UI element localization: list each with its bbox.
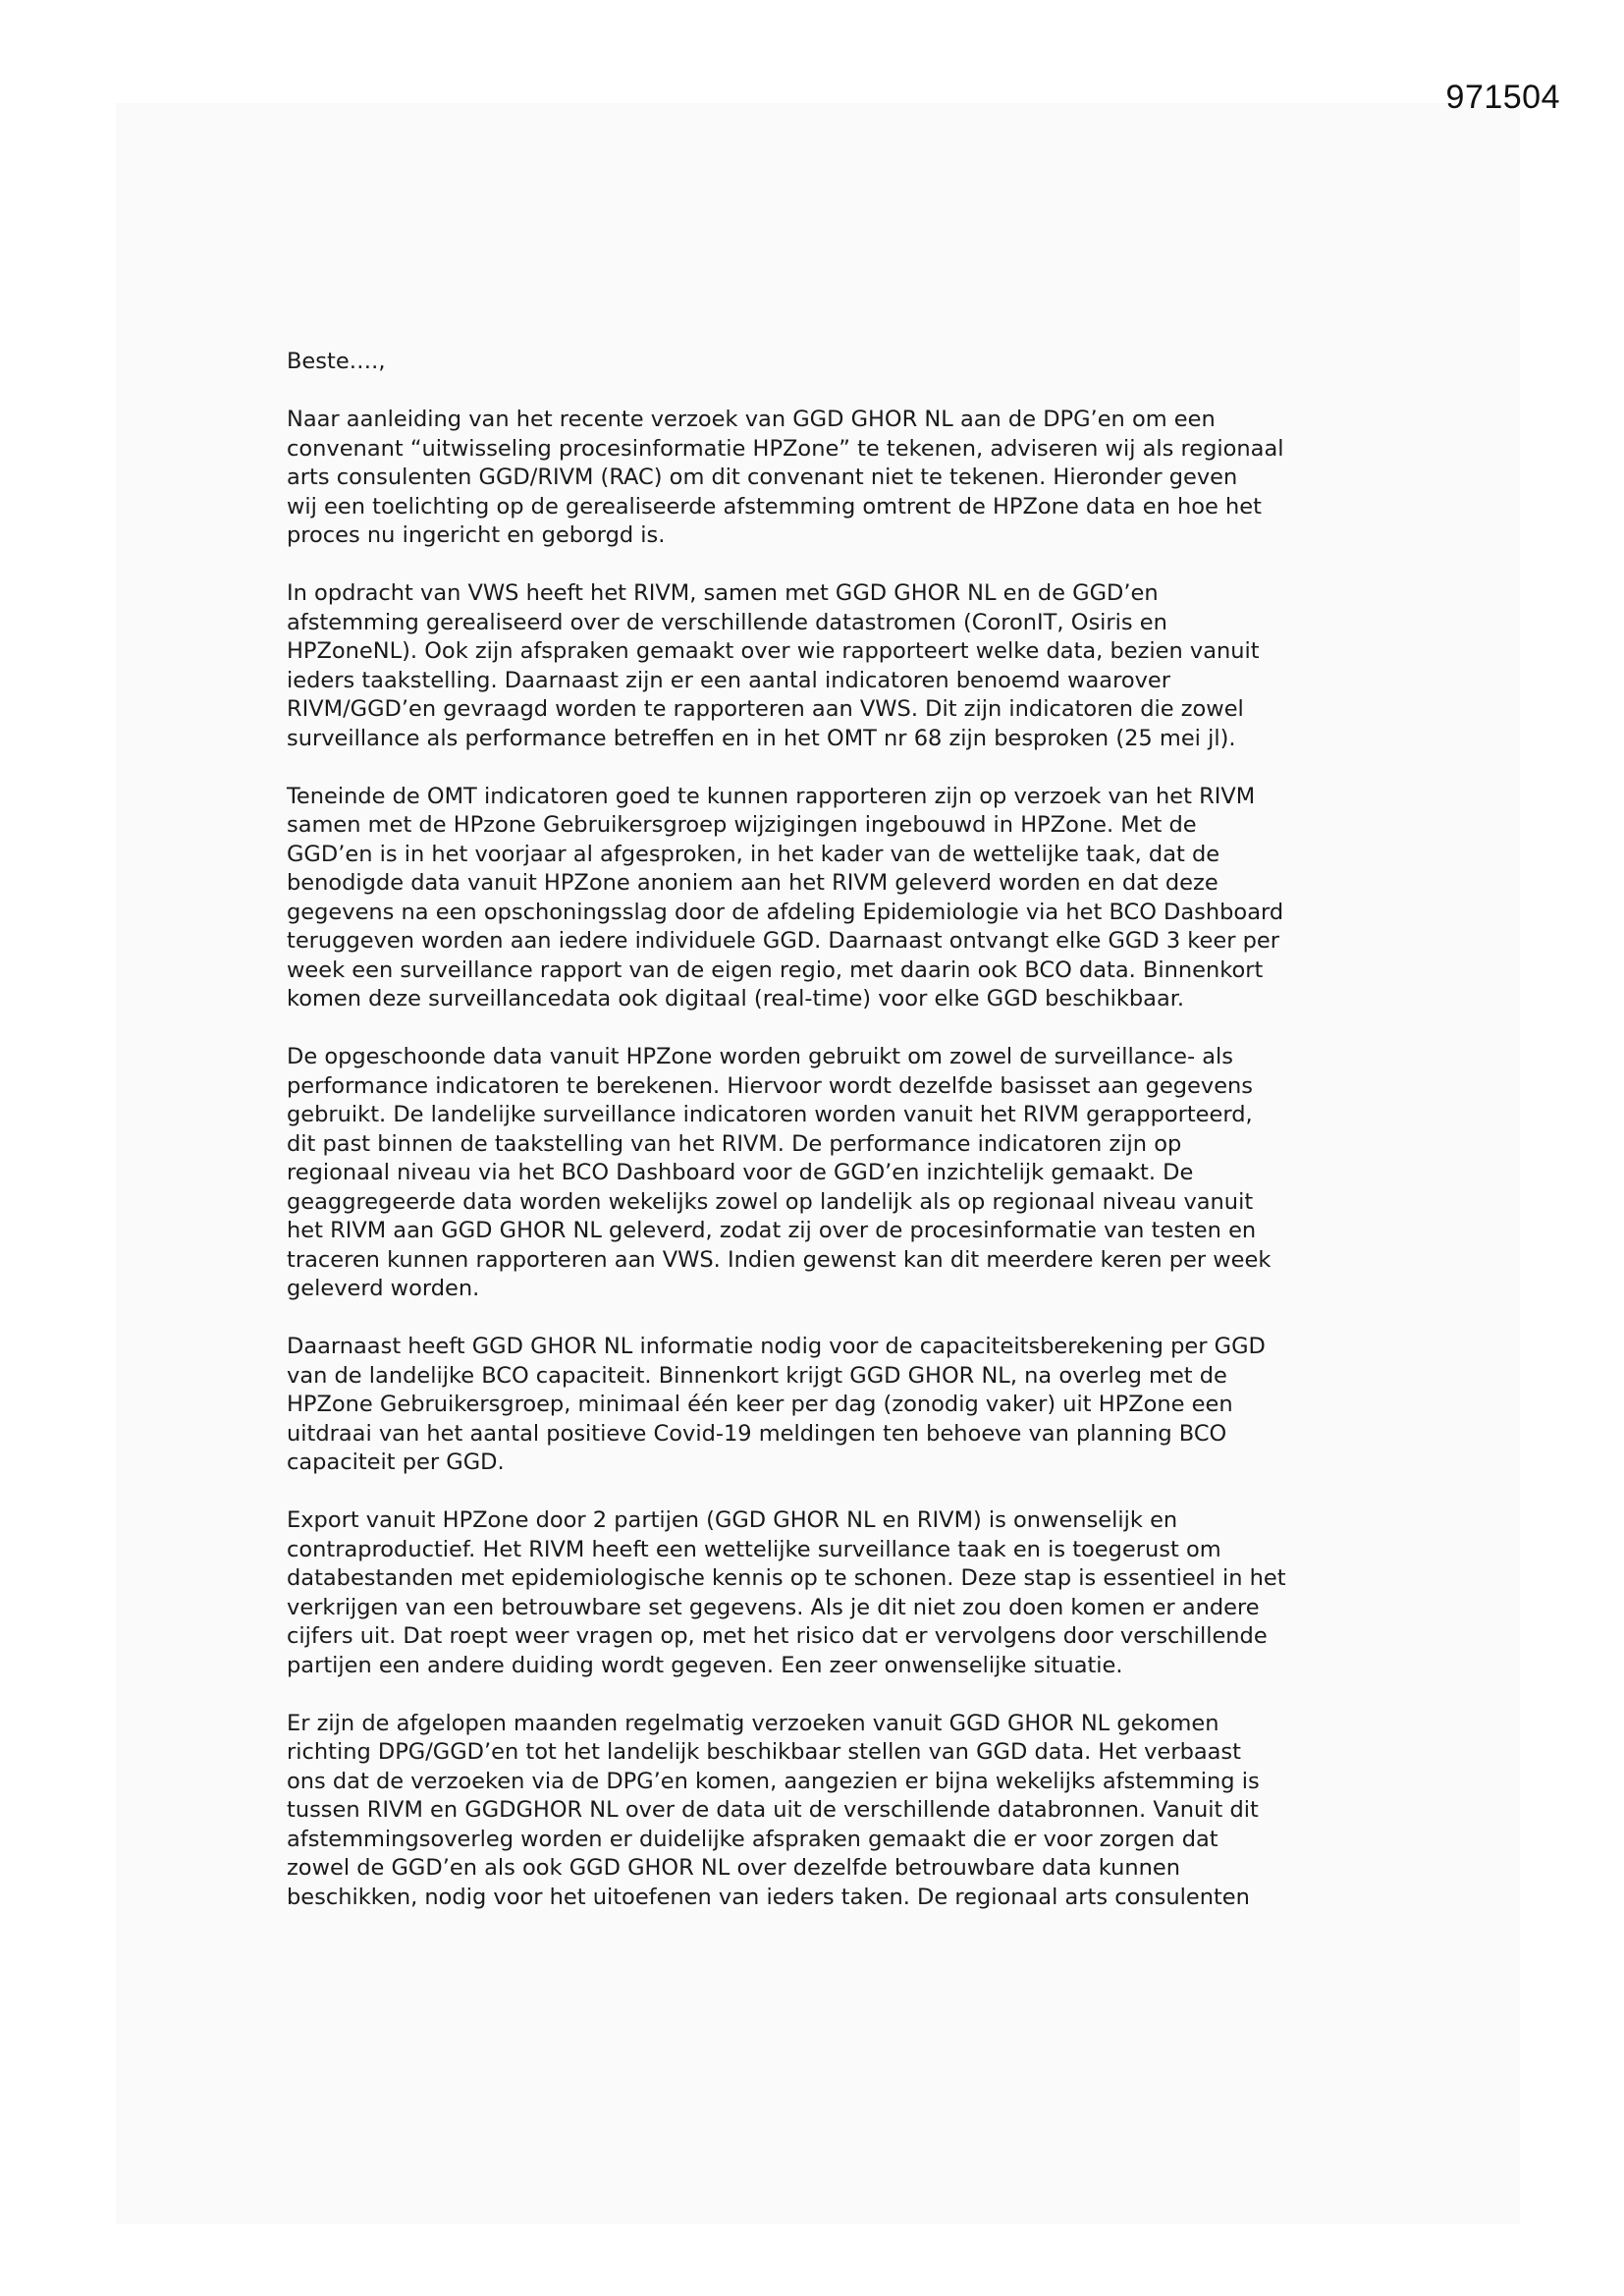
paragraph-line: samen met de HPzone Gebruikersgroep wijzigingen ingebouwd in HPZone. Met de [287, 812, 1197, 838]
letter-paragraph [287, 579, 1377, 753]
paragraph-line: wij een toelichting op de gerealiseerde afstemming omtrent de HPZone data en hoe het [287, 493, 1262, 519]
paragraph-line: zowel de GGD’en als ook GGD GHOR NL over dezelfde betrouwbare data kunnen [287, 1855, 1181, 1881]
letter-paragraph [287, 1043, 1377, 1304]
paragraph-line: arts consulenten GGD/RIVM (RAC) om dit convenant niet te tekenen. Hieronder geven [287, 465, 1238, 490]
paragraph-line: ieders taakstelling. Daarnaast zijn er een aantal indicatoren benoemd waarover [287, 667, 1171, 693]
paragraph-line: beschikken, nodig voor het uitoefenen van ieders taken. De regionaal arts consulenten [287, 1884, 1250, 1910]
paragraph-line: In opdracht van VWS heeft het RIVM, samen met GGD GHOR NL en de GGD’en [287, 580, 1159, 606]
paragraph-line: surveillance als performance betreffen en in het OMT nr 68 zijn besproken (25 mei jl). [287, 725, 1236, 751]
letter-paragraph [287, 1506, 1377, 1680]
paragraph-line: richting DPG/GGD’en tot het landelijk beschikbaar stellen van GGD data. Het verbaast [287, 1739, 1241, 1765]
paragraph-line: gegevens na een opschoningsslag door de afdeling Epidemiologie via het BCO Dashboard [287, 899, 1284, 925]
paragraph-line: geaggregeerde data worden wekelijks zowel op landelijk als op regionaal niveau vanuit [287, 1188, 1254, 1215]
document-number: 971504 [1445, 79, 1560, 116]
paragraph-line: cijfers uit. Dat roept weer vragen op, met het risico dat er vervolgens door verschillende [287, 1623, 1268, 1649]
paragraph-line: traceren kunnen rapporteren aan VWS. Indien gewenst kan dit meerdere keren per week [287, 1246, 1272, 1273]
paragraph-line: regionaal niveau via het BCO Dashboard voor de GGD’en inzichtelijk gemaakt. De [287, 1160, 1194, 1185]
paragraph-line: afstemming gerealiseerd over de verschillende datastromen (CoronIT, Osiris en [287, 609, 1167, 635]
paragraph-line: dit past binnen de taakstelling van het RIVM. De performance indicatoren zijn op [287, 1130, 1182, 1157]
paragraph-line: benodigde data vanuit HPZone anoniem aan het RIVM geleverd worden en dat deze [287, 870, 1218, 896]
paragraph-line: Naar aanleiding van het recente verzoek van GGD GHOR NL aan de DPG’en om een [287, 407, 1216, 432]
paragraph-line: afstemmingsoverleg worden er duidelijke afspraken gemaakt die er voor zorgen dat [287, 1826, 1218, 1852]
paragraph-line: uitdraai van het aantal positieve Covid-19 meldingen ten behoeve van planning BCO [287, 1420, 1227, 1447]
paragraph-line: geleverd worden. [287, 1276, 480, 1301]
paragraph-line: convenant “uitwisseling procesinformatie HPZone” te tekenen, adviseren wij als regionaal [287, 435, 1284, 462]
paragraph-line: tussen RIVM en GGDGHOR NL over de data uit de verschillende databronnen. Vanuit dit [287, 1797, 1259, 1823]
paragraph-line: HPZone Gebruikersgroep, minimaal één keer per dag (zonodig vaker) uit HPZone een [287, 1392, 1233, 1417]
paragraph-line: databestanden met epidemiologische kennis op te schonen. Deze stap is essentieel in het [287, 1565, 1286, 1591]
paragraph-line: het RIVM aan GGD GHOR NL geleverd, zodat zij over de procesinformatie van testen en [287, 1218, 1257, 1243]
paragraph-line: Er zijn de afgelopen maanden regelmatig verzoeken vanuit GGD GHOR NL gekomen [287, 1710, 1219, 1736]
paragraph-line: teruggeven worden aan iedere individuele GGD. Daarnaast ontvangt elke GGD 3 keer per [287, 928, 1279, 954]
paragraph-line: De opgeschoonde data vanuit HPZone worden gebruikt om zowel de surveillance- als [287, 1044, 1234, 1069]
paragraph-line: HPZoneNL). Ook zijn afspraken gemaakt over wie rapporteert welke data, bezien vanuit [287, 638, 1260, 664]
paragraph-line: ons dat de verzoeken via de DPG’en komen, aangezien er bijna wekelijks afstemming is [287, 1768, 1260, 1794]
paragraph-line: gebruikt. De landelijke surveillance indicatoren worden vanuit het RIVM gerapporteerd, [287, 1102, 1253, 1127]
paragraph-line: contraproductief. Het RIVM heeft een wettelijke surveillance taak en is toegerust om [287, 1536, 1221, 1562]
letter-paragraphs [287, 406, 1377, 1912]
letter-paragraph [287, 1333, 1377, 1478]
letter-body [287, 348, 1377, 1941]
paragraph-line: van de landelijke BCO capaciteit. Binnenkort krijgt GGD GHOR NL, na overleg met de [287, 1362, 1227, 1389]
paragraph-line: proces nu ingericht en geborgd is. [287, 522, 666, 548]
letter-paragraph [287, 1710, 1377, 1913]
paragraph-line: partijen een andere duiding wordt gegeven. Een zeer onwenselijke situatie. [287, 1652, 1123, 1678]
letter-greeting: Beste…., [287, 349, 386, 374]
paragraph-line: Teneinde de OMT indicatoren goed te kunnen rapporteren zijn op verzoek van het RIVM [287, 783, 1256, 809]
paragraph-line: verkrijgen van een betrouwbare set gegevens. Als je dit niet zou doen komen er andere [287, 1594, 1260, 1620]
paragraph-line: Export vanuit HPZone door 2 partijen (GGD GHOR NL en RIVM) is onwenselijk en [287, 1507, 1178, 1533]
paragraph-line: GGD’en is in het voorjaar al afgesproken, in het kader van de wettelijke taak, dat de [287, 841, 1220, 867]
paragraph-line: performance indicatoren te berekenen. Hiervoor wordt dezelfde basisset aan gegevens [287, 1072, 1254, 1099]
paragraph-line: week een surveillance rapport van de eigen regio, met daarin ook BCO data. Binnenkort [287, 957, 1264, 983]
paragraph-line: capaciteit per GGD. [287, 1449, 505, 1475]
paragraph-line: RIVM/GGD’en gevraagd worden te rapporteren aan VWS. Dit zijn indicatoren die zowel [287, 696, 1244, 722]
paragraph-line: Daarnaast heeft GGD GHOR NL informatie nodig voor de capaciteitsberekening per GGD [287, 1334, 1266, 1359]
paragraph-line: komen deze surveillancedata ook digitaal (real-time) voor elke GGD beschikbaar. [287, 986, 1185, 1011]
letter-paragraph [287, 406, 1377, 551]
letter-paragraph [287, 783, 1377, 1014]
